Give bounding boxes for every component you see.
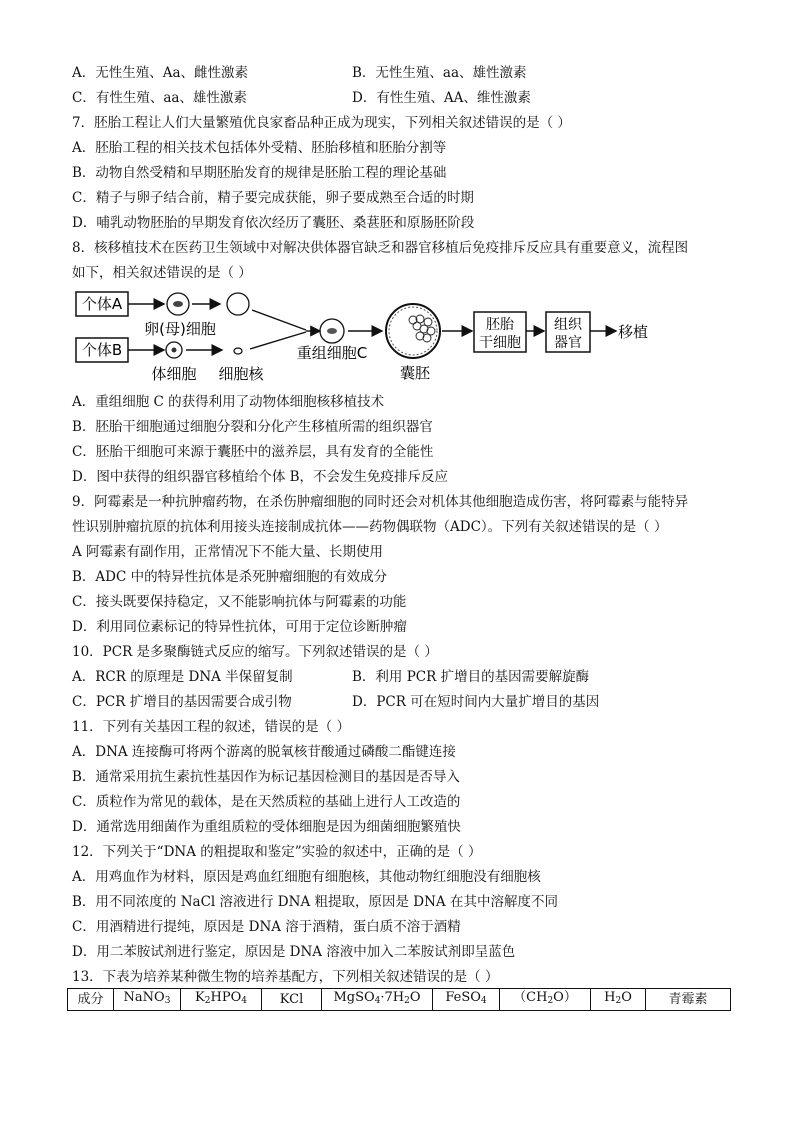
table-cell: $K_2HPO_4$ [181,989,262,1011]
q9-option-b: B．ADC 中的特异性抗体是杀死肿瘤细胞的有效成分 [72,569,388,585]
medium-formula-table [67,988,731,1011]
esc-label-line2: 干细胞 [479,335,521,351]
q10-option-c: C．PCR 扩增目的基因需要合成引物 [72,694,292,710]
q12-option-b: B．用不同浓度的 NaCl 溶液进行 DNA 粗提取，原因是 DNA 在其中溶解度不同 [72,894,558,910]
q9-option-a: A 阿霉素有副作用，正常情况下不能大量、长期使用 [72,544,384,560]
inner-cell-mass-shape [409,315,435,342]
table-cell: KCl [262,989,322,1011]
blastocyst-shape [386,304,440,358]
q6-option-b: B．无性生殖、aa、雄性激素 [352,65,527,81]
q10-option-a: A．RCR 的原理是 DNA 半保留复制 [72,669,293,685]
q8-option-a: A．重组细胞 C 的获得利用了动物体细胞核移植技术 [72,394,385,410]
q11-option-d: D．通常选用细菌作为重组质粒的受体细胞是因为细菌细胞繁殖快 [72,819,461,835]
q7-stem: 7．胚胎工程让人们大量繁殖优良家畜品种正成为现实，下列相关叙述错误的是（ ） [72,115,571,131]
q10-option-d: D．PCR 可在短时间内大量扩增目的基因 [352,694,600,710]
table-cell: NaNO$_3$ [114,989,181,1011]
individual-b-label: 个体B [81,341,123,359]
q9-option-d: D．利用同位素标记的特异性抗体，可用于定位诊断肿瘤 [72,619,407,635]
oocyte-label: 卵(母)细胞 [144,320,216,338]
q7-option-a: A．胚胎工程的相关技术包括体外受精、胚胎移植和胚胎分割等 [72,140,447,156]
oocyte-nucleus-shape [173,301,183,307]
q13-stem: 13．下表为培养某种微生物的培养基配方，下列相关叙述错误的是（ ） [72,969,499,985]
esc-label-line1: 胚胎 [486,317,514,333]
q8-stem-line2: 如下，相关叙述错误的是（ ） [72,265,252,281]
q8-option-c: C．胚胎干细胞可来源于囊胚中的滋养层，具有发育的全能性 [72,444,434,460]
q11-option-c: C．质粒作为常见的载体，是在天然质粒的基础上进行人工改造的 [72,794,461,810]
q8-option-b: B．胚胎干细胞通过细胞分裂和分化产生移植所需的组织器官 [72,419,433,435]
recombinant-cell-label: 重组细胞C [296,344,368,362]
somatic-cell-label: 体细胞 [151,365,197,383]
q11-option-a: A．DNA 连接酶可将两个游离的脱氧核苷酸通过磷酸二酯键连接 [72,744,456,760]
q6-option-d: D．有性生殖、AA、维性激素 [352,90,531,106]
organ-label-line1: 组织 [554,317,582,333]
q6-option-a: A．无性生殖、Aa、雌性激素 [72,65,249,81]
q11-option-b: B．通常采用抗生素抗性基因作为标记基因检测目的基因是否导入 [72,769,460,785]
q7-option-b: B．动物自然受精和早期胚胎发育的规律是胚胎工程的理论基础 [72,165,447,181]
nuclear-transfer-flowchart [70,286,670,386]
q6-option-c: C．有性生殖、aa、雄性激素 [72,90,247,106]
table-cell: $H_2O$ [591,989,646,1011]
q7-option-d: D．哺乳动物胚胎的早期发育依次经历了囊胚、桑葚胚和原肠胚阶段 [72,215,475,231]
table-cell: 成分 [68,989,114,1011]
q12-option-d: D．用二苯胺试剂进行鉴定，原因是 DNA 溶液中加入二苯胺试剂即呈蓝色 [72,944,516,960]
enucleated-oocyte-shape [227,293,249,315]
q9-option-c: C．接头既要保持稳定，又不能影响抗体与阿霉素的功能 [72,594,407,610]
q8-stem-line1: 8．核移植技术在医药卫生领域中对解决供体器官缺乏和器官移植后免疫排斥反应具有重要意义，流程图 [72,240,689,256]
nucleus-label: 细胞核 [218,365,264,383]
q8-option-d: D．图中获得的组织器官移植给个体 B，不会发生免疫排斥反应 [72,469,449,485]
q10-stem: 10．PCR 是多聚酶链式反应的缩写。下列叙述错误的是（ ） [72,644,438,660]
table-cell: 青霉素 [646,989,731,1011]
q12-option-a: A．用鸡血作为材料，原因是鸡血红细胞有细胞核，其他动物红细胞没有细胞核 [72,869,541,885]
q12-option-c: C．用酒精进行提纯，原因是 DNA 溶于酒精，蛋白质不溶于酒精 [72,919,461,935]
q12-stem: 12．下列关于“DNA 的粗提取和鉴定”实验的叙述中，正确的是（ ） [72,844,482,860]
q11-stem: 11．下列有关基因工程的叙述，错误的是（ ） [72,719,350,735]
q9-stem-line1: 9．阿霉素是一种抗肿瘤药物，在杀伤肿瘤细胞的同时还会对机体其他细胞造成伤害，将阿霉素与能特异 [72,494,689,510]
q10-option-b: B．利用 PCR 扩增目的基因需要解旋酶 [352,669,590,685]
organ-label-line2: 器官 [554,335,582,351]
table-row [68,989,731,1011]
table-cell: $(CH_2O)$ [500,989,591,1011]
q7-option-c: C．精子与卵子结合前，精子要完成获能，卵子要成熟至合适的时期 [72,190,474,206]
nucleus-shape [234,348,242,354]
q9-stem-line2: 性识别肿瘤抗原的抗体利用接头连接制成抗体——药物偶联物（ADC）。下列有关叙述错误的是（ ） [72,519,668,535]
blastocyst-label: 囊胚 [399,364,431,382]
table-cell: FeSO$_4$ [433,989,500,1011]
table-cell: $MgSO_4\cdot 7H_2O$ [322,989,433,1011]
individual-a-label: 个体A [81,295,123,313]
transplant-label: 移植 [618,323,649,341]
